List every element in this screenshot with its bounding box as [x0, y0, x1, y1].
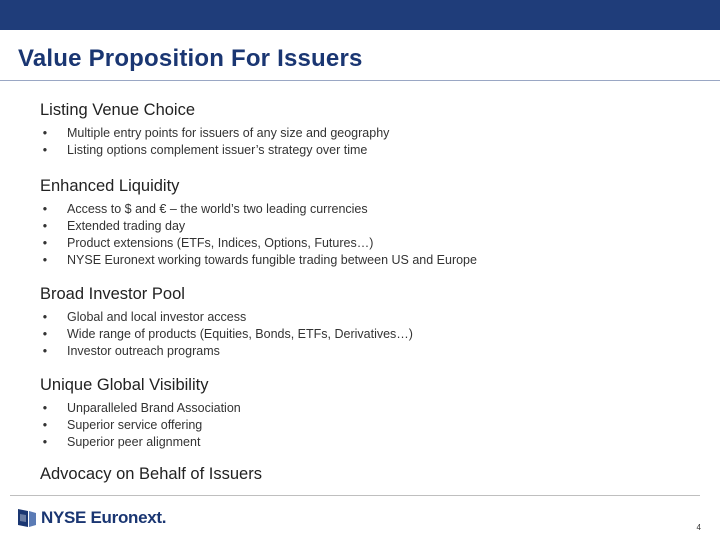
- nyse-euronext-logo-icon: [16, 507, 38, 529]
- content-area: [40, 99, 700, 485]
- bullet-text: Superior peer alignment: [67, 435, 201, 449]
- bullet-glyph: •: [42, 418, 48, 432]
- list-item: [40, 142, 700, 159]
- section-unique-global-visibility: [40, 374, 700, 451]
- list-item: [40, 125, 700, 142]
- bullet-glyph: •: [42, 219, 48, 233]
- bullet-text: Investor outreach programs: [67, 344, 220, 358]
- bullet-text: Product extensions (ETFs, Indices, Options, Futures…): [67, 236, 374, 250]
- top-bar: [0, 0, 720, 30]
- bullet-list: [40, 201, 700, 269]
- bullet-text: Unparalleled Brand Association: [67, 401, 241, 415]
- list-item: [40, 309, 700, 326]
- section-heading: Unique Global Visibility: [40, 376, 209, 394]
- section-broad-investor-pool: [40, 283, 700, 360]
- list-item: [40, 326, 700, 343]
- bullet-text: Access to $ and € – the world’s two leading currencies: [67, 202, 368, 216]
- bullet-text: Global and local investor access: [67, 310, 247, 324]
- list-item: [40, 400, 700, 417]
- bullet-list: [40, 400, 700, 451]
- bullet-text: Multiple entry points for issuers of any size and geography: [67, 126, 390, 140]
- bullet-glyph: •: [42, 344, 48, 358]
- bullet-text: Wide range of products (Equities, Bonds, ETFs, Derivatives…): [67, 327, 413, 341]
- list-item: [40, 201, 700, 218]
- list-item: [40, 218, 700, 235]
- footer-divider: [10, 495, 700, 496]
- bullet-glyph: •: [42, 327, 48, 341]
- list-item: [40, 252, 700, 269]
- nyse-euronext-logo: [16, 505, 166, 531]
- bullet-text: Listing options complement issuer’s strategy over time: [67, 143, 368, 157]
- bullet-text: NYSE Euronext working towards fungible trading between US and Europe: [67, 253, 477, 267]
- section-heading: Advocacy on Behalf of Issuers: [40, 465, 262, 483]
- bullet-glyph: •: [42, 401, 48, 415]
- bullet-list: [40, 309, 700, 360]
- section-advocacy: [40, 463, 700, 485]
- bullet-text: Superior service offering: [67, 418, 203, 432]
- logo-text: NYSE Euronext.: [41, 508, 167, 527]
- list-item: [40, 417, 700, 434]
- page-title: Value Proposition For Issuers: [18, 45, 363, 72]
- page-number: 4: [696, 523, 701, 532]
- section-enhanced-liquidity: [40, 175, 700, 269]
- bullet-glyph: •: [42, 236, 48, 250]
- bullet-glyph: •: [42, 126, 48, 140]
- bullet-glyph: •: [42, 202, 48, 216]
- bullet-glyph: •: [42, 143, 48, 157]
- list-item: [40, 434, 700, 451]
- bullet-glyph: •: [42, 310, 48, 324]
- bullet-text: Extended trading day: [67, 219, 186, 233]
- section-heading: Broad Investor Pool: [40, 285, 185, 303]
- title-divider: [0, 80, 720, 81]
- bullet-glyph: •: [42, 435, 48, 449]
- list-item: [40, 343, 700, 360]
- section-heading: Listing Venue Choice: [40, 101, 196, 119]
- list-item: [40, 235, 700, 252]
- bullet-glyph: •: [42, 253, 48, 267]
- section-heading: Enhanced Liquidity: [40, 177, 180, 195]
- bullet-list: [40, 125, 700, 159]
- section-listing-venue-choice: [40, 99, 700, 159]
